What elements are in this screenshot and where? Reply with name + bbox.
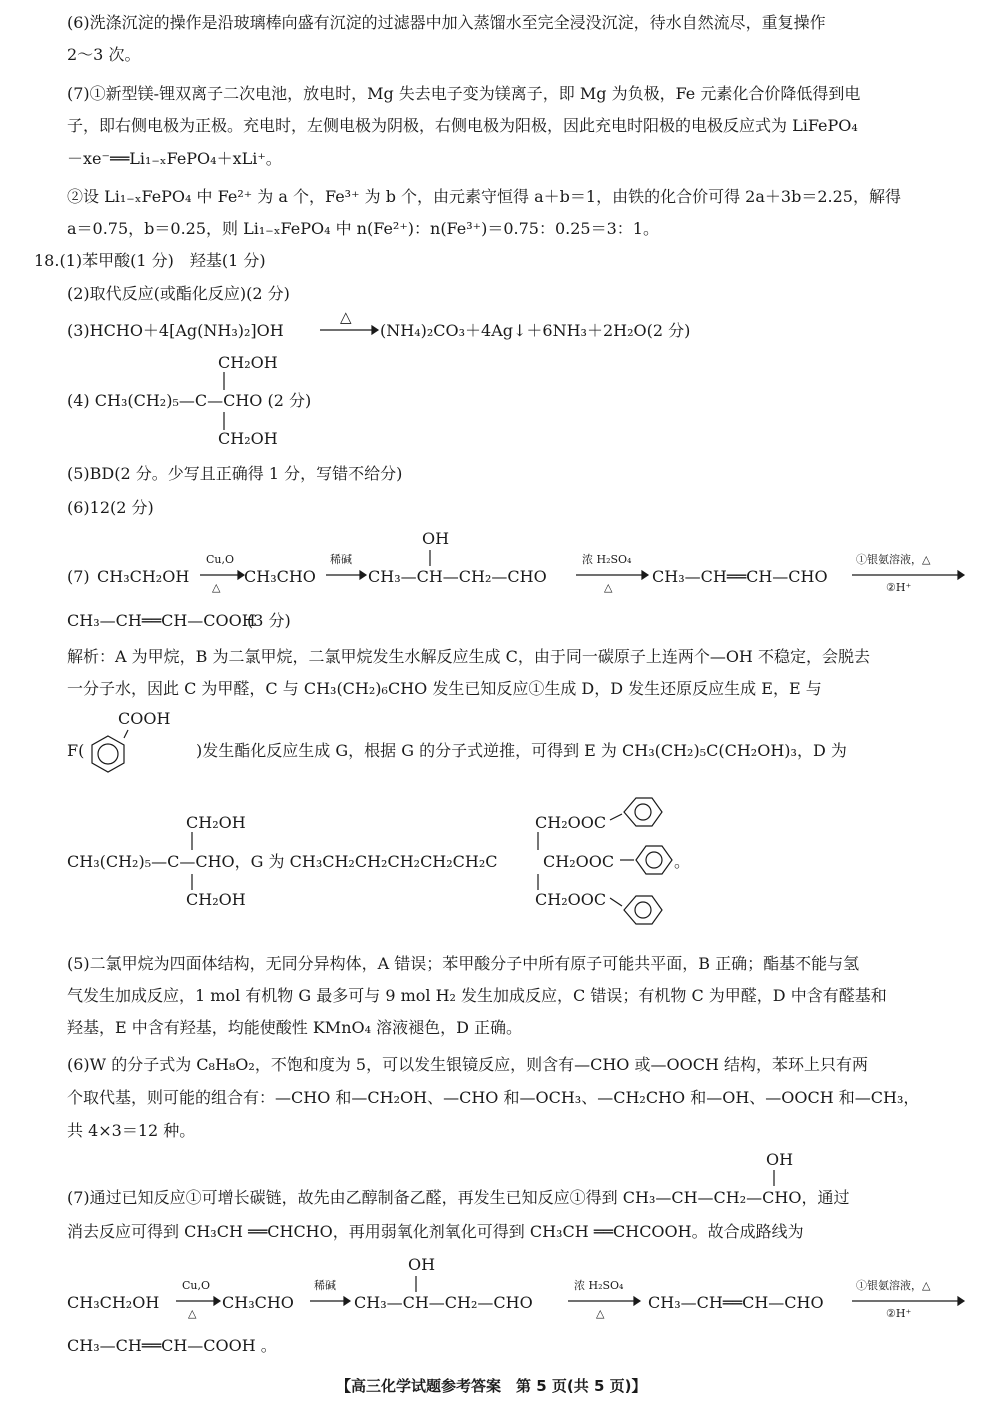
svg-text:△: △ — [212, 581, 221, 594]
benzoic-acid-cooh: COOH — [118, 709, 171, 728]
route-step-2: CH₃CHO — [244, 567, 316, 586]
route-step-1: CH₃CH₂OH — [97, 567, 190, 586]
analysis-line: )发生酯化反应生成 G，根据 G 的分子式逆推，可得到 E 为 CH₃(CH₂)₅C(CH₂OH)₃，D 为 — [196, 741, 847, 760]
d-and-g-main: CH₃(CH₂)₅—C—CHO，G 为 CH₃CH₂CH₂CH₂CH₂CH₂C — [67, 852, 498, 871]
g-end-period: 。 — [674, 852, 691, 871]
analysis-line: 消去反应可得到 CH₃CH ══CHCHO，再用弱氧化剂氧化可得到 CH₃CH ══CHCOOH。故合成路线为 — [67, 1222, 804, 1241]
svg-text:稀碱: 稀碱 — [330, 553, 352, 566]
analysis-f-label: F( — [67, 741, 85, 760]
question-18-part-3-reactant: (3)HCHO＋4[Ag(NH₃)₂]OH — [67, 321, 284, 340]
structure-top-group: CH₂OH — [218, 353, 278, 372]
g-benzene-ring-icon-bottom — [610, 888, 666, 934]
svg-text:△: △ — [604, 581, 613, 594]
text-line: (7)①新型镁-锂双离子二次电池，放电时，Mg 失去电子变为镁离子，即 Mg 为负极，Fe 元素化合价降低得到电 — [67, 84, 861, 103]
g-bottom-group: CH₂OOC — [535, 890, 607, 909]
question-18-part-2: (2)取代反应(或酯化反应)(2 分) — [67, 284, 290, 303]
analysis-line: 个取代基，则可能的组合有：—CHO 和—CH₂OH、—CHO 和—OCH₃、—CH₂CHO 和—OH、—OOCH 和—CH₃， — [67, 1088, 920, 1107]
route2-step-4: CH₃—CH══CH—CHO — [648, 1293, 824, 1312]
question-18-part-3-product: (NH₄)₂CO₃＋4Ag↓＋6NH₃＋2H₂O(2 分) — [380, 321, 691, 340]
text-line: ②设 Li₁₋ₓFePO₄ 中 Fe²⁺ 为 a 个，Fe³⁺ 为 b 个，由元素守恒得 a＋b＝1，由铁的化合价可得 2a＋3b＝2.25，解得 — [67, 187, 901, 206]
svg-text:Cu,O: Cu,O — [182, 1279, 211, 1292]
analysis-oh: OH — [766, 1150, 794, 1169]
d-top-group: CH₂OH — [186, 813, 246, 832]
svg-text:Cu,O: Cu,O — [206, 553, 235, 566]
route-step-3: CH₃—CH—CH₂—CHO — [368, 567, 547, 586]
route2-arrow-3 — [568, 1279, 640, 1319]
route2-arrow-2 — [310, 1279, 350, 1319]
text-line: a＝0.75，b＝0.25，则 Li₁₋ₓFePO₄ 中 n(Fe²⁺)：n(Fe³⁺)＝0.75：0.25＝3：1。 — [67, 219, 659, 238]
route-arrow-3 — [576, 553, 648, 593]
svg-text:①银氨溶液，△: ①银氨溶液，△ — [856, 553, 931, 566]
svg-text:②H⁺: ②H⁺ — [886, 1307, 912, 1320]
text-line: 子，即右侧电极为正极。充电时，左侧电极为阴极，右侧电极为阳极，因此充电时阳极的电极反应式为 LiFePO₄ — [67, 116, 858, 135]
route-step-4: CH₃—CH══CH—CHO — [652, 567, 828, 586]
analysis-line: 羟基，E 中含有羟基，均能使酸性 KMnO₄ 溶液褪色，D 正确。 — [67, 1018, 523, 1037]
analysis-line: 解析：A 为甲烷，B 为二氯甲烷，二氯甲烷发生水解反应生成 C，由于同一碳原子上连两个—OH 不稳定，会脱去 — [67, 647, 870, 666]
g-bond-lines — [532, 832, 544, 892]
route-prefix: (7) — [67, 567, 90, 586]
analysis-line: 共 4×3＝12 种。 — [67, 1121, 196, 1140]
g-mid-group: CH₂OOC — [543, 852, 615, 871]
question-18-part-1: 18.(1)苯甲酸(1 分) 羟基(1 分) — [34, 251, 266, 270]
g-benzene-ring-icon-top — [610, 792, 666, 836]
analysis-line: (6)W 的分子式为 C₈H₈O₂，不饱和度为 5，可以发生银镜反应，则含有—CHO 或—OOCH 结构，苯环上只有两 — [67, 1055, 869, 1074]
svg-text:△: △ — [188, 1307, 197, 1320]
reaction-arrow — [318, 310, 378, 340]
arrow-condition: △ — [340, 308, 352, 326]
question-18-part-6: (6)12(2 分) — [67, 498, 154, 517]
route-oh: OH — [422, 529, 450, 548]
route-step-5: CH₃—CH══CH—COOH — [67, 611, 256, 630]
page-footer: 【高三化学试题参考答案 第 5 页(共 5 页)】 — [336, 1377, 647, 1395]
analysis-line: 一分子水，因此 C 为甲醛，C 与 CH₃(CH₂)₆CHO 发生已知反应①生成 D，D 发生还原反应生成 E，E 与 — [67, 679, 822, 698]
analysis-line: (7)通过已知反应①可增长碳链，故先由乙醇制备乙醛，再发生已知反应①得到 CH₃—CH—CH₂—CHO，通过 — [67, 1188, 850, 1207]
text-line: －xe⁻══Li₁₋ₓFePO₄＋xLi⁺。 — [67, 149, 282, 168]
route2-arrow-1 — [176, 1279, 220, 1319]
route-score: (3 分) — [247, 611, 291, 630]
svg-text:稀碱: 稀碱 — [314, 1279, 336, 1292]
svg-text:△: △ — [596, 1307, 605, 1320]
question-18-part-5: (5)BD(2 分。少写且正确得 1 分，写错不给分) — [67, 464, 403, 483]
analysis-line: 气发生加成反应，1 mol 有机物 G 最多可与 9 mol H₂ 发生加成反应，C 错误；有机物 C 为甲醛，D 中含有醛基和 — [67, 986, 887, 1005]
structure-main-chain: (4) CH₃(CH₂)₅—C—CHO (2 分) — [67, 391, 312, 410]
text-line: 2～3 次。 — [67, 45, 141, 64]
d-bottom-group: CH₂OH — [186, 890, 246, 909]
route2-step-3: CH₃—CH—CH₂—CHO — [354, 1293, 533, 1312]
route2-oh: OH — [408, 1255, 436, 1274]
route2-final: CH₃—CH══CH—COOH 。 — [67, 1336, 277, 1355]
svg-text:浓 H₂SO₄: 浓 H₂SO₄ — [582, 553, 632, 566]
svg-text:浓 H₂SO₄: 浓 H₂SO₄ — [574, 1279, 624, 1292]
analysis-line: (5)二氯甲烷为四面体结构，无同分异构体，A 错误；苯甲酸分子中所有原子可能共平面，B 正确；酯基不能与氢 — [67, 954, 860, 973]
svg-text:②H⁺: ②H⁺ — [886, 581, 912, 594]
svg-text:①银氨溶液，△: ①银氨溶液，△ — [856, 1279, 931, 1292]
g-top-group: CH₂OOC — [535, 813, 607, 832]
route2-step-1: CH₃CH₂OH — [67, 1293, 160, 1312]
route2-step-2: CH₃CHO — [222, 1293, 294, 1312]
route-arrow-4 — [852, 553, 964, 593]
text-line: (6)洗涤沉淀的操作是沿玻璃棒向盛有沉淀的过滤器中加入蒸馏水至完全浸没沉淀，待水自然流尽，重复操作 — [67, 13, 826, 32]
route-arrow-1 — [200, 553, 244, 593]
benzene-ring-icon — [84, 728, 134, 776]
route-arrow-2 — [326, 553, 366, 593]
route2-arrow-4 — [852, 1279, 964, 1319]
structure-bottom-group: CH₂OH — [218, 429, 278, 448]
